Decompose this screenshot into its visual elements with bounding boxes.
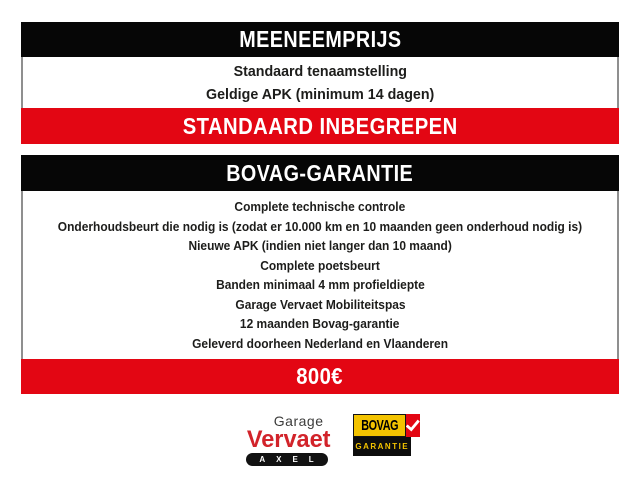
meeneemprijs-title: MEENEEMPRIJS [238,26,402,52]
bovag-garantie-title: BOVAG-GARANTIE [226,159,414,186]
garage-vervaet-logo-name: Vervaet [246,426,331,453]
bovag-garantie-card [21,155,619,394]
meeneemprijs-line-2: Geldige APK (minimum 14 dagen) [205,85,435,103]
bovag-logo-garantie-bar [353,437,411,456]
meeneemprijs-card [21,22,619,144]
axel-badge-label: AXEL [259,455,325,464]
benefit-item: Garage Vervaet Mobiliteitspas [234,296,406,312]
meeneemprijs-body [21,57,619,108]
bovag-logo [353,414,411,456]
bovag-logo-garantie-label: GARANTIE [355,442,410,451]
meeneemprijs-header [21,22,619,57]
price-banner [21,359,619,394]
standaard-inbegrepen-banner [21,108,619,144]
benefit-item: Onderhoudsbeurt die nodig is (zodat er 10.000 km en 10 maanden geen onderhoud nodig is) [57,218,583,234]
bovag-logo-yellow-box [353,414,406,437]
garage-vervaet-logo [246,413,331,466]
benefit-item: 12 maanden Bovag-garantie [240,316,400,331]
bovag-logo-wordmark: BOVAG [360,417,398,434]
bovag-logo-top [353,414,411,437]
checkmark-icon [406,414,420,437]
benefit-item: Nieuwe APK (indien niet langer dan 10 maand) [188,238,452,253]
meeneemprijs-line-1: Standaard tenaamstelling [233,62,407,80]
bovag-benefits-list [21,191,619,359]
footer-logos [8,414,640,466]
standaard-inbegrepen-label: STANDAARD INBEGREPEN [182,112,458,139]
price-label: 800€ [296,363,344,389]
bovag-garantie-header [21,155,619,191]
benefit-item: Complete technische controle [234,199,406,214]
benefit-item: Banden minimaal 4 mm profieldiepte [215,277,425,292]
garage-vervaet-logo-top: Garage [273,413,324,429]
benefit-item: Complete poetsbeurt [260,257,380,273]
benefit-item: Geleverd doorheen Nederland en Vlaanderen [192,335,448,351]
axel-badge [246,453,328,466]
